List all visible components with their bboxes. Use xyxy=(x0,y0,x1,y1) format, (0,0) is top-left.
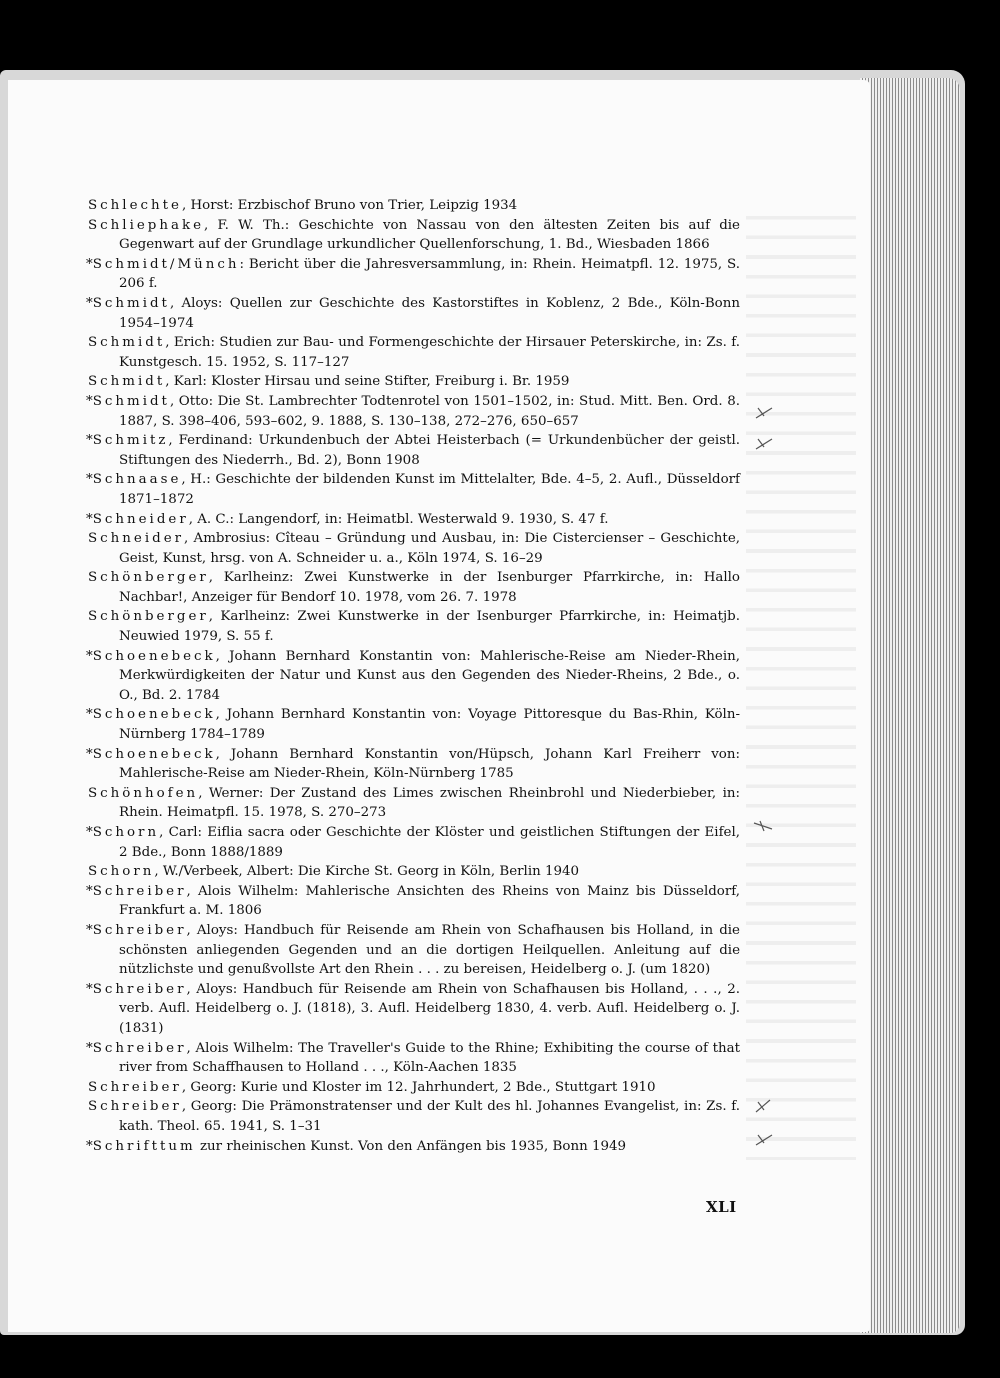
entry-text: , A. C.: Langendorf, in: Heimatbl. Westerwald 9. 1930, S. 47 f. xyxy=(188,511,609,527)
entry-text: , Ambrosius: Cîteau – Gründung und Ausbau, in: Die Cistercienser – Geschichte, Geist, Kunst, hrsg. von A. Schneider u. a., Köln 1974, S. 16–29 xyxy=(119,531,740,566)
bibliography-entry: *Schmidt/Münch: Bericht über die Jahresversammlung, in: Rhein. Heimatpfl. 12. 1975, S. 206 f. xyxy=(86,256,740,292)
bibliography-entry xyxy=(88,568,740,607)
entry-text: , F. W. Th.: Geschichte von Nassau von den ältesten Zeiten bis auf die Gegenwart auf der Grundlage urkundlicher Quellenforschung, 1. Bd., Wiesbaden 1866 xyxy=(119,217,740,253)
entry-author: Schneider xyxy=(88,531,185,547)
bibliography-entry xyxy=(88,1078,740,1098)
entry-author: Schreiber xyxy=(88,1099,182,1115)
entry-text: : Bericht über die Jahresversammlung, in: Rhein. Heimatpfl. 12. 1975, S. 206 f. xyxy=(119,256,740,292)
bibliography-entry: *Schmitz, Ferdinand: Urkundenbuch der Abtei Heisterbach (= Urkundenbücher der geistl. Stiftungen des Niederrh., Bd. 2), Bonn 1908 xyxy=(86,433,740,468)
entry-author: Schmitz xyxy=(92,433,169,449)
entry-author: Schnaase xyxy=(92,472,182,488)
bibliography-entry: *Schreiber, Aloys: Handbuch für Reisende am Rhein von Schafhausen bis Holland, in die schönsten anliegenden Gegenden und an die dortigen Heilquellen. Anleitung auf die nützlichste und genußvollste Art den Rhein . . . zu bereisen, Heidelberg o. J. (um 1820) xyxy=(86,922,740,978)
bibliography-entry xyxy=(88,1097,740,1136)
entry-text: , Georg: Die Prämonstratenser und der Kult des hl. Johannes Evangelist, in: Zs. f. kath. Theol. 65. 1941, S. 1–31 xyxy=(119,1099,740,1134)
entry-author: Schrifttum xyxy=(92,1138,196,1154)
bibliography-entry: *Schoenebeck, Johann Bernhard Konstantin von/Hüpsch, Johann Karl Freiherr von: Mahlerische-Reise am Nieder-Rhein, Köln-Nürnberg 1785 xyxy=(86,746,740,782)
entry-text: , Karlheinz: Zwei Kunstwerke in der Isenburger Pfarrkirche, in: Heimatjb. Neuwied 1979, S. 55 f. xyxy=(119,609,740,645)
entry-author: Schoenebeck xyxy=(92,707,216,723)
entry-text: , H.: Geschichte der bildenden Kunst im Mittelalter, Bde. 4–5, 2. Aufl., Düsseldorf 1871–1872 xyxy=(119,472,740,507)
entry-text: zur rheinischen Kunst. Von den Anfängen bis 1935, Bonn 1949 xyxy=(195,1138,627,1154)
bibliography-entry: *Schoenebeck, Johann Bernhard Konstantin von: Voyage Pittoresque du Bas-Rhin, Köln-Nürnberg 1784–1789 xyxy=(86,707,740,743)
bibliography-entry: *Schneider, A. C.: Langendorf, in: Heimatbl. Westerwald 9. 1930, S. 47 f. xyxy=(86,511,609,527)
bibliography-entry xyxy=(88,333,740,372)
pencil-mark-icon xyxy=(752,435,776,453)
entry-text: , Georg: Kurie und Kloster im 12. Jahrhundert, 2 Bde., Stuttgart 1910 xyxy=(181,1079,656,1095)
bibliography-entry xyxy=(88,196,740,216)
bibliography-entry: *Schnaase, H.: Geschichte der bildenden Kunst im Mittelalter, Bde. 4–5, 2. Aufl., Düsseldorf 1871–1872 xyxy=(86,472,740,507)
entry-author: Schliephake xyxy=(88,217,205,233)
pencil-mark-icon xyxy=(752,817,776,835)
entry-text: , Alois Wilhelm: The Traveller's Guide to the Rhine; Exhibiting the course of that river from Schaffhausen to Holland . . ., Köln-Aachen 1835 xyxy=(119,1040,740,1076)
entry-author: Schreiber xyxy=(92,981,187,997)
entry-author: Schreiber xyxy=(92,1040,187,1056)
bibliography-entry xyxy=(88,372,740,392)
entry-text: , Johann Bernhard Konstantin von: Mahlerische-Reise am Nieder-Rhein, Merkwürdigkeiten der Natur und Kunst aus den Gegenden des Nieder-Rheins, 2 Bde., o. O., Bd. 2. 1784 xyxy=(119,648,740,703)
entry-text: , Karl: Kloster Hirsau und seine Stifter, Freiburg i. Br. 1959 xyxy=(165,374,570,390)
pencil-mark-icon xyxy=(752,1131,776,1149)
entry-text: , Aloys: Handbuch für Reisende am Rhein von Schafhausen bis Holland, . . ., 2. verb. Aufl. Heidelberg o. J. (1818), 3. Aufl. Heidelberg 1830, 4. verb. Aufl. Heidelberg o. J. (1831) xyxy=(119,981,740,1036)
show-through-text xyxy=(746,200,856,1160)
bibliography-entry: *Schreiber, Aloys: Handbuch für Reisende am Rhein von Schafhausen bis Holland, . . ., 2. verb. Aufl. Heidelberg o. J. (1818), 3. Aufl. Heidelberg 1830, 4. verb. Aufl. Heidelberg o. J. (1831) xyxy=(86,981,740,1036)
entry-text: , W./Verbeek, Albert: Die Kirche St. Georg in Köln, Berlin 1940 xyxy=(154,864,580,880)
bibliography-entry xyxy=(88,607,740,646)
entry-author: Schmidt xyxy=(88,335,166,351)
entry-text: , Ferdinand: Urkundenbuch der Abtei Heisterbach (= Urkundenbücher der geistl. Stiftungen des Niederrh., Bd. 2), Bonn 1908 xyxy=(119,433,740,468)
bibliography-entry: *Schmidt, Aloys: Quellen zur Geschichte des Kastorstiftes in Koblenz, 2 Bde., Köln-Bonn 1954–1974 xyxy=(86,295,740,331)
entry-author: Schmidt/Münch xyxy=(92,256,240,272)
bibliography-entry xyxy=(88,216,740,255)
entry-author: Schmidt xyxy=(92,295,170,311)
entry-author: Schoenebeck xyxy=(92,648,216,664)
entry-author: Schmidt xyxy=(88,374,166,390)
entry-text: , Johann Bernhard Konstantin von/Hüpsch, Johann Karl Freiherr von: Mahlerische-Reise am Nieder-Rhein, Köln-Nürnberg 1785 xyxy=(119,746,740,782)
entry-text: , Johann Bernhard Konstantin von: Voyage Pittoresque du Bas-Rhin, Köln-Nürnberg 1784–1789 xyxy=(119,707,740,743)
entry-text: , Erich: Studien zur Bau- und Formengeschichte der Hirsauer Peterskirche, in: Zs. f. Kunstgesch. 15. 1952, S. 117–127 xyxy=(119,335,740,370)
bibliography-entry xyxy=(88,784,740,823)
bibliography-entry: *Schreiber, Alois Wilhelm: The Traveller's Guide to the Rhine; Exhibiting the course of that river from Schaffhausen to Holland . . ., Köln-Aachen 1835 xyxy=(86,1040,740,1076)
entry-author: Schreiber xyxy=(92,922,187,938)
entry-author: Schlechte xyxy=(88,198,182,213)
entry-text: , Aloys: Quellen zur Geschichte des Kastorstiftes in Koblenz, 2 Bde., Köln-Bonn 1954–1974 xyxy=(119,295,740,331)
entry-author: Schreiber xyxy=(92,883,187,899)
entry-text: , Karlheinz: Zwei Kunstwerke in der Isenburger Pfarrkirche, in: Hallo Nachbar!, Anzeiger für Bendorf 10. 1978, vom 26. 7. 1978 xyxy=(119,570,740,605)
entry-text: , Horst: Erzbischof Bruno von Trier, Leipzig 1934 xyxy=(181,198,518,213)
entry-author: Schoenebeck xyxy=(92,746,216,762)
entry-text: , Carl: Eiflia sacra oder Geschichte der Klöster und geistlichen Stiftungen der Eifel, 2 Bde., Bonn 1888/1889 xyxy=(119,825,740,860)
entry-author: Schorn xyxy=(88,864,155,880)
entry-author: Schorn xyxy=(92,825,160,840)
entry-text: , Otto: Die St. Lambrechter Todtenrotel von 1501–1502, in: Stud. Mitt. Ben. Ord. 8. 1887, S. 398–406, 593–602, 9. 1888, S. 130–138, 272–276, 650–657 xyxy=(119,393,740,429)
entry-author: Schreiber xyxy=(88,1079,182,1095)
entry-author: Schneider xyxy=(92,511,189,527)
bibliography-entry: *Schoenebeck, Johann Bernhard Konstantin von: Mahlerische-Reise am Nieder-Rhein, Merkwürdigkeiten der Natur und Kunst aus den Gegenden des Nieder-Rheins, 2 Bde., o. O., Bd. 2. 1784 xyxy=(86,648,740,703)
bibliography-entry xyxy=(88,529,740,568)
entry-author: Schmidt xyxy=(92,393,170,409)
entry-text: , Werner: Der Zustand des Limes zwischen Rheinbrohl und Niederbieber, in: Rhein. Heimatpfl. 15. 1978, S. 270–273 xyxy=(119,785,740,821)
entry-author: Schönhofen xyxy=(88,785,199,801)
bibliography-entry: *Schmidt, Otto: Die St. Lambrechter Todtenrotel von 1501–1502, in: Stud. Mitt. Ben. Ord. 8. 1887, S. 398–406, 593–602, 9. 1888, S. 130–138, 272–276, 650–657 xyxy=(86,393,740,429)
page-number: XLI xyxy=(706,1198,737,1216)
bibliography-entry: *Schrifttum zur rheinischen Kunst. Von den Anfängen bis 1935, Bonn 1949 xyxy=(86,1138,627,1154)
bibliography-list xyxy=(88,196,740,1156)
page-edges xyxy=(860,78,960,1333)
bibliography-entry: *Schreiber, Alois Wilhelm: Mahlerische Ansichten des Rheins von Mainz bis Düsseldorf, Frankfurt a. M. 1806 xyxy=(86,883,740,919)
entry-text: , Aloys: Handbuch für Reisende am Rhein von Schafhausen bis Holland, in die schönsten anliegenden Gegenden und an die dortigen Heilquellen. Anleitung auf die nützlichste und genußvollste Art den Rhein . . . zu bereisen, Heidelberg o. J. (um 1820) xyxy=(119,922,740,978)
pencil-mark-icon xyxy=(752,404,776,422)
pencil-mark-icon xyxy=(752,1098,776,1116)
bibliography-entry: *Schorn, Carl: Eiflia sacra oder Geschichte der Klöster und geistlichen Stiftungen der Eifel, 2 Bde., Bonn 1888/1889 xyxy=(86,825,740,860)
entry-text: , Alois Wilhelm: Mahlerische Ansichten des Rheins von Mainz bis Düsseldorf, Frankfurt a. M. 1806 xyxy=(119,883,740,919)
bibliography-entry xyxy=(88,862,740,882)
entry-author: Schönberger xyxy=(88,609,209,625)
entry-author: Schönberger xyxy=(88,570,209,586)
